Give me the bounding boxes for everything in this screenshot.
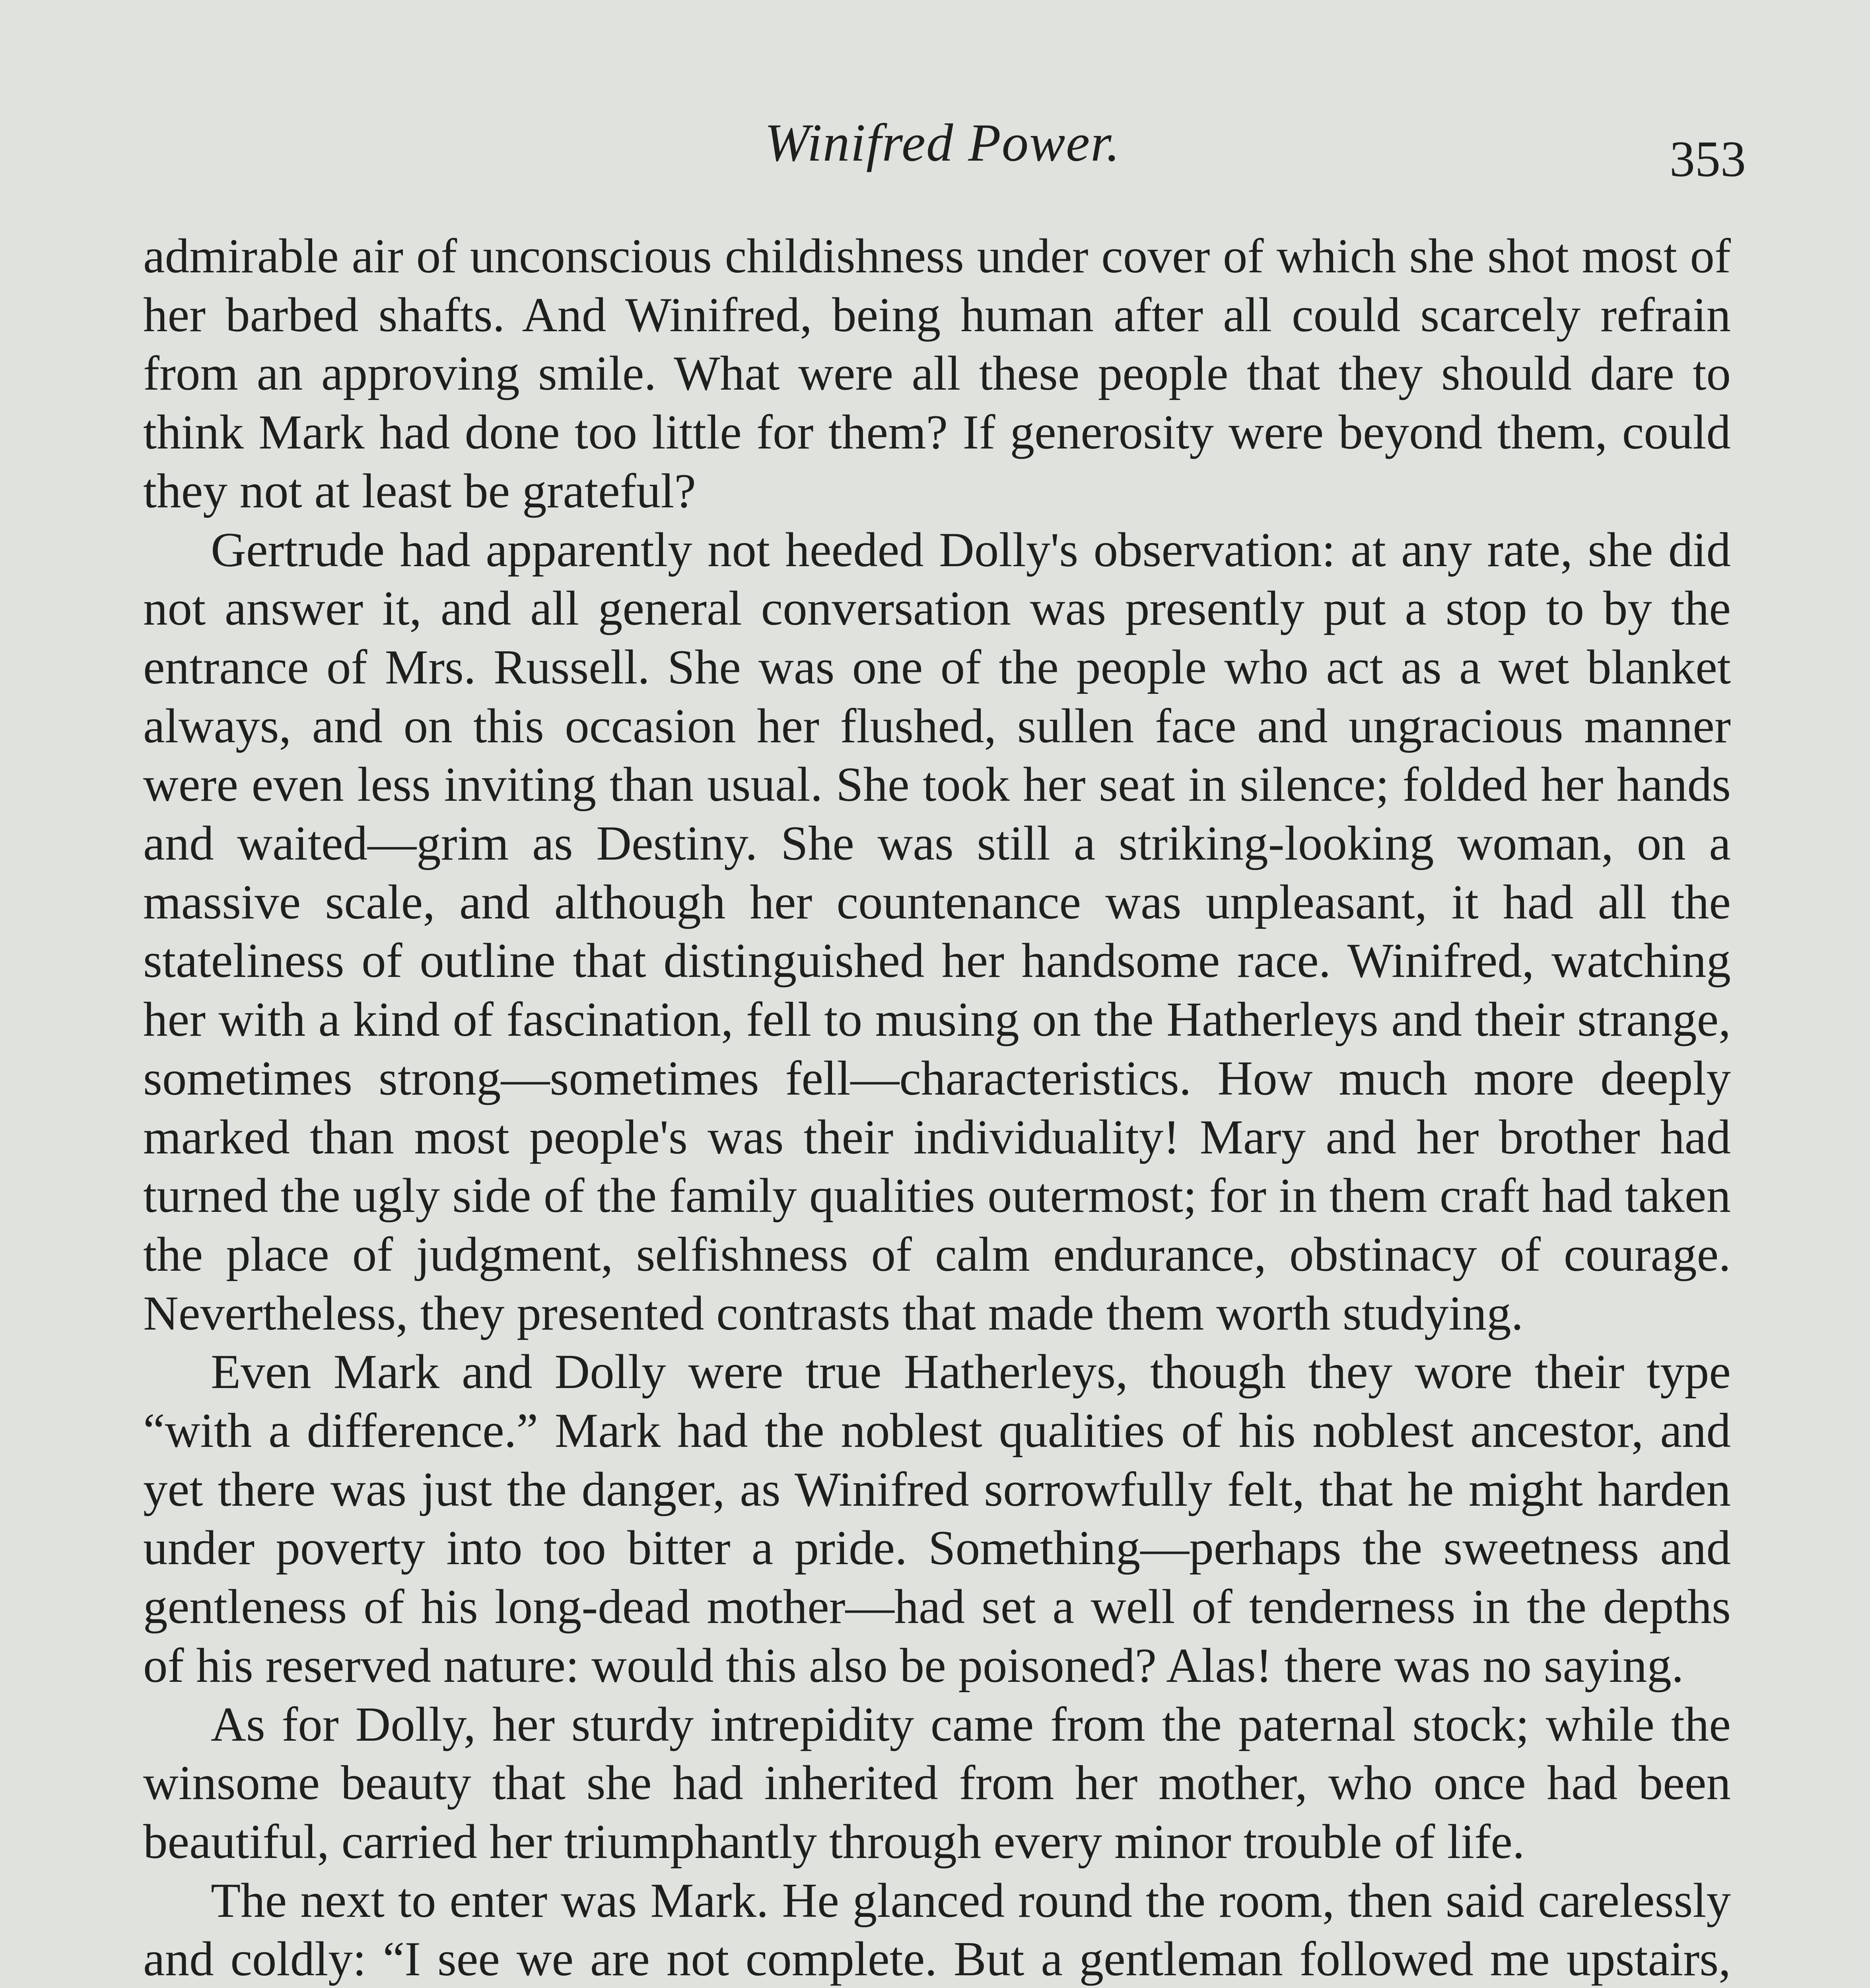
running-title: Winifred Power. [764,113,1121,173]
paragraph: admirable air of unconscious childishness under cover of which she shot most of her barbed shafts. And Winifred, being human after all could scarcely refrain from an approving smile. What were all these people that they should dare to think Mark had done too little for them? If generosity were beyond them, could they not at least be grateful? [143,229,1731,518]
page-number: 353 [1670,131,1746,187]
paragraph: Gertrude had apparently not heeded Dolly's observation: at any rate, she did not answer it, and all general conversation was presently put a stop to by the entrance of Mrs. Russell. She was one of the people who act as a wet blanket always, and on this occasion her flushed, sullen face and ungracious manner were even less inviting than usual. She took her seat in silence; folded her hands and waited—grim as Destiny. She was still a striking-looking woman, on a massive scale, and although her countenance was unpleasant, it had all the stateliness of outline that distinguished her handsome race. Winifred, watching her with a kind of fascination, fell to musing on the Hatherleys and their strange, sometimes strong—sometimes fell—characteristics. How much more deeply marked than most people's was their individuality! Mary and her brother had turned the ugly side of the family qualities outermost; for in them craft had taken the place of judgment, selfishness of calm endurance, obstinacy of courage. Nevertheless, they presented contrasts that made them worth studying. [143,522,1731,1340]
page-header [139,107,1746,187]
paragraph: Even Mark and Dolly were true Hatherleys, though they wore their type “with a difference.” Mark had the noblest qualities of his noblest ancestor, and yet there was just the danger, as Winifred sorrowfully felt, that he might harden under poverty into too bitter a pride. Something—perhaps the sweetness and gentleness of his long-dead mother—had set a well of tenderness in the depths of his reserved nature: would this also be poisoned? Alas! there was no saying. [143,1344,1731,1693]
body-text [143,227,1731,1988]
paragraph: As for Dolly, her sturdy intrepidity came from the paternal stock; while the winsome beauty that she had inherited from her mother, who once had been beautiful, carried her triumphantly through every minor trouble of life. [143,1697,1731,1869]
paragraph: The next to enter was Mark. He glanced round the room, then said carelessly and coldly: “I see we are not complete. But a gentleman followed me upstairs, [143,1873,1731,1986]
